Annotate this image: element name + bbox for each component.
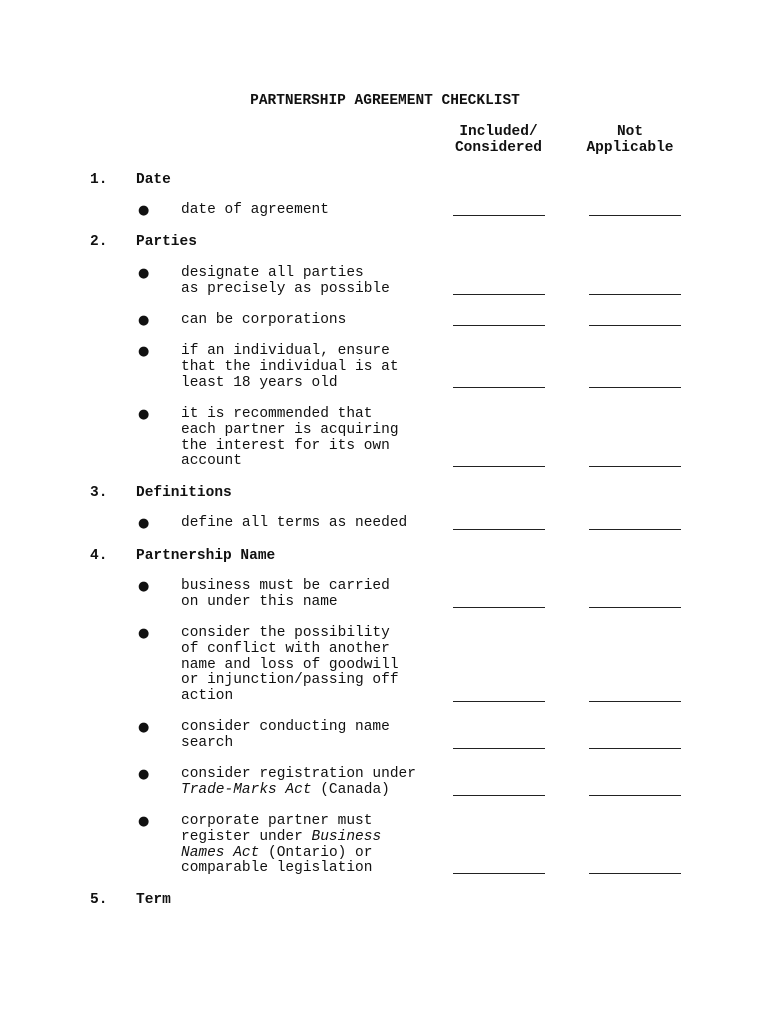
checklist-item xyxy=(181,516,441,532)
item-line: least 18 years old xyxy=(181,374,338,391)
included-blank[interactable] xyxy=(453,466,545,467)
bullet-icon: ● xyxy=(138,767,150,782)
section-number: 4. xyxy=(90,548,108,564)
bullet-icon: ● xyxy=(138,626,150,641)
checklist-item xyxy=(181,814,441,877)
page-title: PARTNERSHIP AGREEMENT CHECKLIST xyxy=(250,93,520,109)
bullet-icon: ● xyxy=(138,814,150,829)
bullet-icon: ● xyxy=(138,203,150,218)
bullet-icon: ● xyxy=(138,344,150,359)
not-applicable-blank[interactable] xyxy=(589,294,681,295)
checklist-item xyxy=(181,344,441,391)
checklist-item xyxy=(181,626,441,705)
column-header-included xyxy=(440,124,557,156)
item-text-plain: register under xyxy=(181,828,312,845)
not-applicable-blank[interactable] xyxy=(589,607,681,608)
item-line: or injunction/passing off xyxy=(181,672,399,689)
bullet-icon: ● xyxy=(138,516,150,531)
checklist-item xyxy=(181,313,441,329)
item-line: as precisely as possible xyxy=(181,280,390,297)
checklist-item xyxy=(181,266,441,298)
item-line: the interest for its own xyxy=(181,437,390,454)
section-number: 5. xyxy=(90,892,108,908)
act-name: Names Act xyxy=(181,844,260,861)
checklist-item xyxy=(181,407,441,470)
bullet-icon: ● xyxy=(138,313,150,328)
not-applicable-blank[interactable] xyxy=(589,748,681,749)
section-title: Date xyxy=(136,172,171,188)
item-line: of conflict with another xyxy=(181,640,390,657)
item-line: consider conducting name xyxy=(181,719,390,735)
not-applicable-blank[interactable] xyxy=(589,701,681,702)
item-line: action xyxy=(181,688,234,705)
item-line: consider the possibility xyxy=(181,625,390,641)
included-blank[interactable] xyxy=(453,748,545,749)
included-blank[interactable] xyxy=(453,529,545,530)
included-blank[interactable] xyxy=(453,215,545,216)
item-line: if an individual, ensure xyxy=(181,343,390,359)
included-blank[interactable] xyxy=(453,325,545,326)
item-line: can be corporations xyxy=(181,312,347,328)
section-title: Definitions xyxy=(136,485,232,501)
bullet-icon: ● xyxy=(138,720,150,735)
checklist-item xyxy=(181,579,441,611)
included-blank[interactable] xyxy=(453,387,545,388)
not-applicable-blank[interactable] xyxy=(589,466,681,467)
column-header-not-applicable xyxy=(570,124,690,156)
section-number: 1. xyxy=(90,172,108,188)
column-header-included-line2: Considered xyxy=(454,140,542,156)
item-line xyxy=(181,846,441,862)
act-name: Business xyxy=(311,828,382,845)
section-title: Term xyxy=(136,892,171,908)
item-line: designate all parties xyxy=(181,265,364,281)
bullet-icon: ● xyxy=(138,266,150,281)
included-blank[interactable] xyxy=(453,607,545,608)
included-blank[interactable] xyxy=(453,873,545,874)
item-line: comparable legislation xyxy=(181,860,373,877)
column-header-na-line1: Not xyxy=(616,124,644,140)
jurisdiction: (Canada) xyxy=(311,781,390,798)
item-line: each partner is acquiring xyxy=(181,421,399,438)
bullet-icon: ● xyxy=(138,407,150,422)
included-blank[interactable] xyxy=(453,795,545,796)
bullet-icon: ● xyxy=(138,579,150,594)
not-applicable-blank[interactable] xyxy=(589,873,681,874)
column-header-included-line1: Included/ xyxy=(459,124,538,140)
item-line: on under this name xyxy=(181,593,338,610)
not-applicable-blank[interactable] xyxy=(589,325,681,326)
included-blank[interactable] xyxy=(453,701,545,702)
item-line: search xyxy=(181,734,234,751)
item-line: corporate partner must xyxy=(181,813,373,829)
item-line: date of agreement xyxy=(181,202,329,218)
section-title: Partnership Name xyxy=(136,548,276,564)
item-line: consider registration under xyxy=(181,766,416,782)
not-applicable-blank[interactable] xyxy=(589,215,681,216)
item-line xyxy=(181,783,441,799)
not-applicable-blank[interactable] xyxy=(589,387,681,388)
item-line: name and loss of goodwill xyxy=(181,656,399,673)
act-name: Trade-Marks Act xyxy=(181,781,312,798)
item-line xyxy=(181,830,441,846)
included-blank[interactable] xyxy=(453,294,545,295)
section-number: 2. xyxy=(90,234,108,250)
column-header-na-line2: Applicable xyxy=(586,140,674,156)
checklist-item xyxy=(181,767,441,799)
item-line: define all terms as needed xyxy=(181,515,408,531)
item-line: account xyxy=(181,453,242,470)
not-applicable-blank[interactable] xyxy=(589,795,681,796)
section-number: 3. xyxy=(90,485,108,501)
item-line: that the individual is at xyxy=(181,358,399,375)
section-title: Parties xyxy=(136,234,197,250)
not-applicable-blank[interactable] xyxy=(589,529,681,530)
checklist-item xyxy=(181,203,441,219)
checklist-item xyxy=(181,720,441,752)
jurisdiction: (Ontario) or xyxy=(259,844,373,861)
item-line: business must be carried xyxy=(181,578,390,594)
item-line: it is recommended that xyxy=(181,406,373,422)
